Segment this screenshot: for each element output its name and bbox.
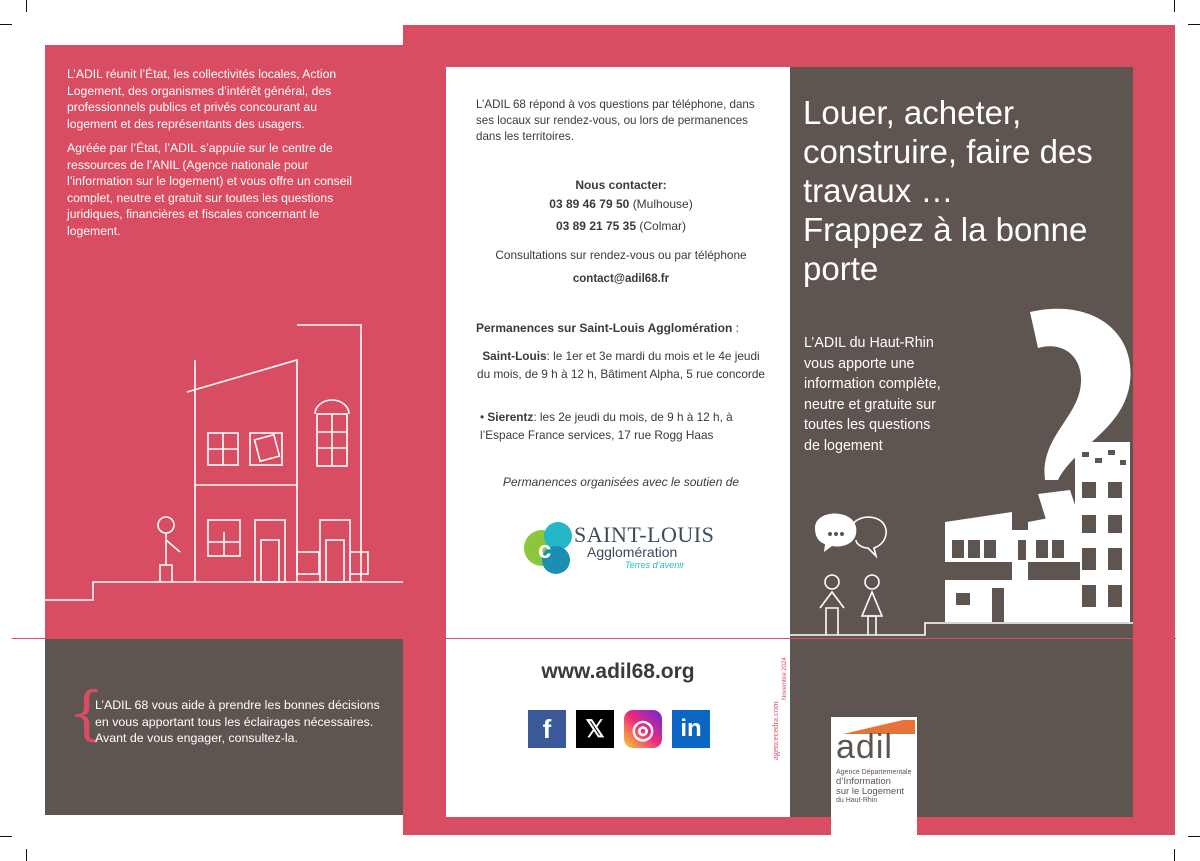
phone-colmar[interactable] — [466, 217, 776, 236]
left-intro-text — [67, 66, 367, 247]
quote-line-1: L’ADIL 68 vous aide à prendre les bonnes décisions — [95, 698, 380, 712]
crop-mark — [1174, 0, 1175, 12]
crop-mark — [26, 849, 27, 861]
adil-caption-1: Agence Départementale — [836, 769, 912, 776]
phone-colmar-number[interactable]: 03 89 21 75 35 — [555, 219, 637, 233]
permanences-colon: : — [735, 321, 739, 335]
saint-louis-label: Saint-Louis — [482, 349, 547, 363]
adil-caption-2: d’Information — [836, 776, 891, 787]
phone-mulhouse[interactable] — [466, 195, 776, 214]
quote-line-2: en vous apportant tous les éclairages nécessaires. — [95, 714, 374, 729]
website-link[interactable]: www.adil68.org — [541, 660, 695, 683]
subtitle-line-3: information complète, — [804, 376, 941, 392]
adil-caption-4: du Haut-Rhin — [836, 797, 878, 804]
crop-mark — [26, 0, 27, 12]
contact-title: Nous contacter: — [575, 178, 667, 192]
sierentz-permanence — [480, 408, 770, 444]
social-links — [528, 710, 710, 748]
adil-approval-paragraph: Agréée par l’État, l’ADIL s’appuie sur le centre de ressources de l’ANIL (Agence nationale pour l’information sur le logement) et vous offre un conseil complet, neutre et gratuit sur toutes les questions juridiques, financières et fiscales concernant le logement. — [67, 141, 352, 238]
headline-line-5: porte — [803, 250, 879, 287]
saint-louis-text: : le 1er et 3e mardi du mois et le 4e jeudi du mois, de 9 h à 12 h, Bâtiment Alpha, 5 rue concorde — [477, 349, 765, 381]
contact-block — [466, 176, 776, 289]
x-icon[interactable]: 𝕏 — [576, 710, 614, 748]
svg-text:c: c — [538, 537, 552, 564]
instagram-icon[interactable]: ◎ — [624, 710, 662, 748]
support-note: Permanences organisées avec le soutien de — [502, 475, 740, 489]
headline-line-3: travaux … — [803, 172, 954, 209]
crop-mark — [1188, 24, 1200, 25]
sierentz-text: : les 2e jeudi du mois, de 9 h à 12 h, à l’Espace France services, 17 rue Rogg Haas — [480, 410, 733, 442]
saint-louis-logo-sub: Agglomération — [587, 544, 678, 560]
headline-line-4: Frappez à la bonne — [803, 211, 1088, 248]
subtitle-line-2: vous apporte une — [804, 355, 915, 372]
adil-logo-caption — [836, 769, 916, 805]
crop-mark — [1188, 836, 1200, 837]
saint-louis-logo-tag: Terres d’avenir — [625, 560, 685, 570]
subtitle-line-5: toutes les questions — [804, 417, 931, 433]
phone-mulhouse-number[interactable]: 03 89 46 79 50 — [549, 197, 630, 211]
permanences-title-text: Permanences sur Saint-Louis Agglomération — [476, 321, 733, 335]
cover-headline — [803, 93, 1133, 288]
saint-louis-logo-name: SAINT-LOUIS — [574, 522, 715, 547]
quote-brace: { — [68, 679, 105, 747]
credit-agency: agencecedra.com — [770, 701, 780, 760]
credit-date: Novembre 2024 — [782, 657, 788, 700]
headline-line-1: Louer, acheter, — [803, 94, 1022, 131]
permanences-title — [476, 321, 776, 335]
saint-louis-logo-icon — [520, 518, 576, 578]
facebook-icon[interactable]: f — [528, 710, 566, 748]
phone-mulhouse-city: (Mulhouse) — [632, 197, 693, 211]
crop-mark — [0, 836, 12, 837]
saint-louis-permanence — [476, 347, 766, 383]
sierentz-label: Sierentz — [487, 410, 534, 424]
adil-logo-word: adil — [836, 728, 893, 766]
phone-colmar-city: (Colmar) — [639, 219, 687, 233]
subtitle-line-1: L’ADIL du Haut-Rhin — [804, 335, 934, 351]
contact-email[interactable]: contact@adil68.fr — [572, 273, 670, 285]
crop-mark — [1174, 849, 1175, 861]
house-illustration — [45, 320, 403, 610]
quote-line-3: Avant de vous engager, consultez-la. — [95, 731, 298, 745]
headline-line-2: construire, faire des — [803, 133, 1093, 170]
adil-caption-3: sur le Logement — [836, 786, 905, 797]
subtitle-line-6: de logement — [804, 437, 883, 454]
middle-intro-text: L’ADIL 68 répond à vos questions par téléphone, dans ses locaux sur rendez-vous, ou lors de permanences dans les territoires. — [476, 98, 755, 143]
crop-mark — [0, 24, 12, 25]
bullet: • — [480, 410, 485, 424]
subtitle-line-4: neutre et gratuite sur — [804, 396, 936, 413]
quote-text — [95, 697, 395, 747]
linkedin-icon[interactable]: in — [672, 710, 710, 748]
question-mark-illustration — [790, 290, 1133, 640]
adil-members-paragraph: L’ADIL réunit l’État, les collectivités locales, Action Logement, des organismes d’intérêt général, des professionnels publics et privés concourant au logement et des représentants des usagers. — [67, 67, 337, 131]
designer-credit — [770, 640, 790, 770]
consultation-note: Consultations sur rendez-vous ou par téléphone — [495, 248, 747, 262]
